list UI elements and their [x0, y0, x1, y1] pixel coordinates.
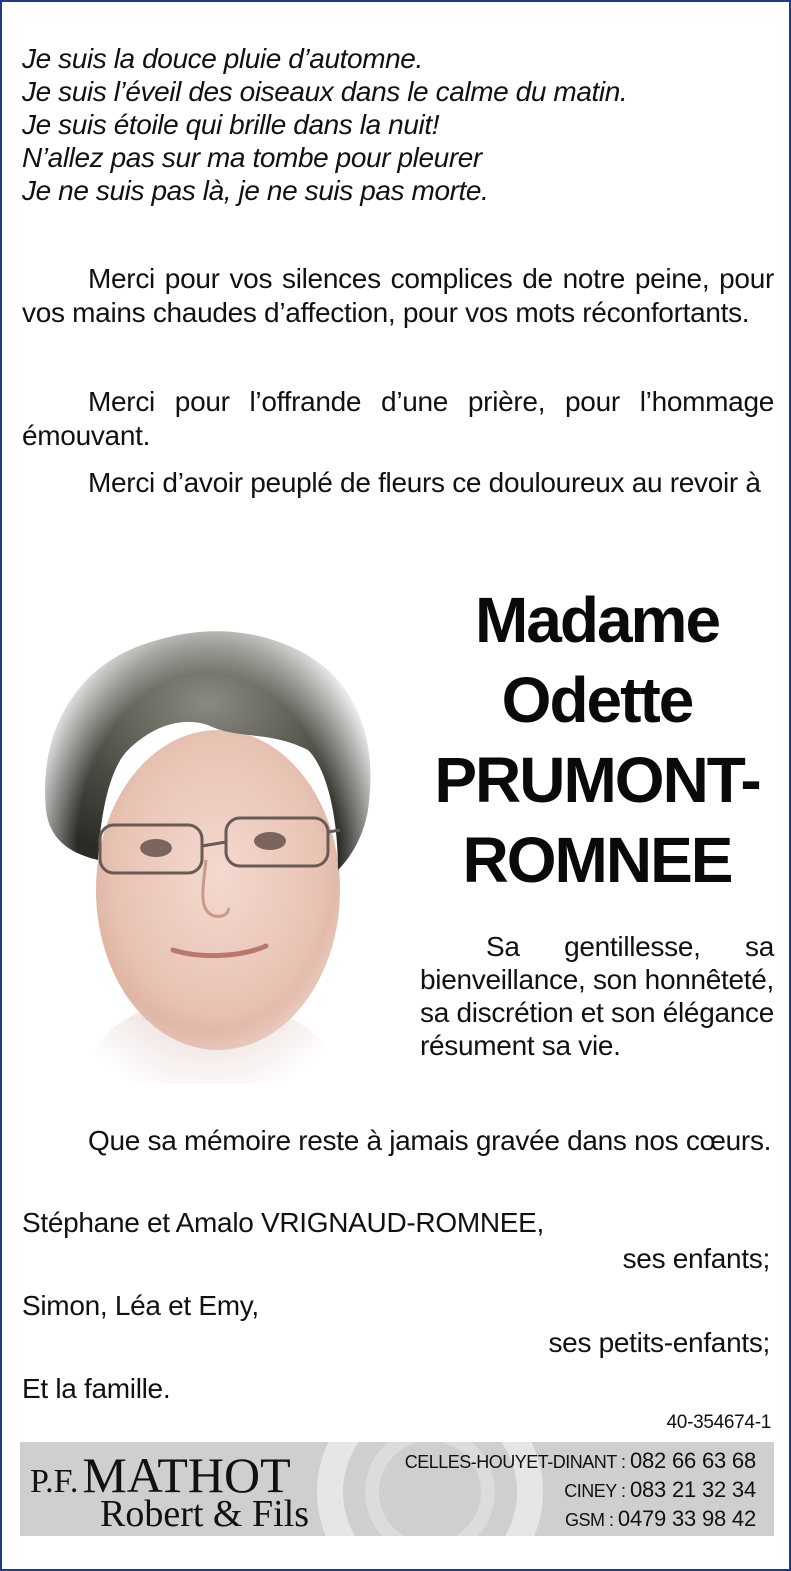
thanks-paragraph: Merci d’avoir peuplé de fleurs ce douloureux au revoir à	[88, 467, 761, 498]
portrait-photo	[38, 620, 378, 1084]
funeral-home-prefix: P.F.	[30, 1463, 79, 1500]
thanks-paragraph: Merci pour l’offrande d’une prière, pour l’hommage émouvant.	[22, 386, 774, 451]
children-role: ses enfants;	[622, 1243, 770, 1274]
poem-line: N’allez pas sur ma tombe pour pleurer	[22, 142, 482, 173]
poem-line: Je suis la douce pluie d’automne.	[22, 43, 423, 74]
name-line: Madame	[474, 584, 720, 656]
contact-number: 0479 33 98 42	[617, 1506, 756, 1531]
funeral-home-title: MATHOT	[82, 1447, 291, 1503]
deceased-name	[402, 580, 791, 900]
name-line: ROMNEE	[462, 824, 732, 896]
contact-label: GSM :	[564, 1510, 614, 1530]
memory-paragraph: Que sa mémoire reste à jamais gravée dans nos cœurs.	[88, 1125, 772, 1156]
grandchildren-role: ses petits-enfants;	[548, 1327, 770, 1358]
poem-line: Je suis étoile qui brille dans la nuit!	[22, 109, 440, 140]
poem	[22, 42, 772, 207]
funeral-home-subtitle: Robert & Fils	[100, 1493, 310, 1535]
contact-row	[405, 1477, 756, 1506]
thanks-paragraph: Merci pour vos silences complices de notre peine, pour vos mains chaudes d’affection, pour vos mots réconfortants.	[22, 263, 774, 328]
contact-number: 083 21 32 34	[629, 1477, 756, 1502]
contact-label: CINEY :	[564, 1481, 626, 1501]
name-line: Odette	[501, 664, 693, 736]
reference-number: 40-354674-1	[666, 1412, 771, 1433]
contact-row	[405, 1448, 756, 1477]
family-line: Et la famille.	[22, 1373, 171, 1404]
contact-label: CELLES-HOUYET-DINANT :	[404, 1452, 626, 1472]
poem-line: Je suis l’éveil des oiseaux dans le calme du matin.	[22, 76, 628, 107]
children-names: Stéphane et Amalo VRIGNAUD-ROMNEE,	[22, 1207, 544, 1238]
contact-number: 082 66 63 68	[629, 1448, 756, 1473]
name-line: PRUMONT-	[434, 744, 760, 816]
grandchildren-names: Simon, Léa et Emy,	[22, 1290, 259, 1321]
contact-row	[405, 1506, 756, 1535]
poem-line: Je ne suis pas là, je ne suis pas morte.	[22, 175, 489, 206]
funeral-home-banner	[20, 1442, 774, 1536]
virtues-paragraph: Sa gentillesse, sa bienveillance, son honnêteté, sa discrétion et son élégance résument sa vie.	[420, 931, 775, 1061]
contact-list	[405, 1448, 756, 1535]
